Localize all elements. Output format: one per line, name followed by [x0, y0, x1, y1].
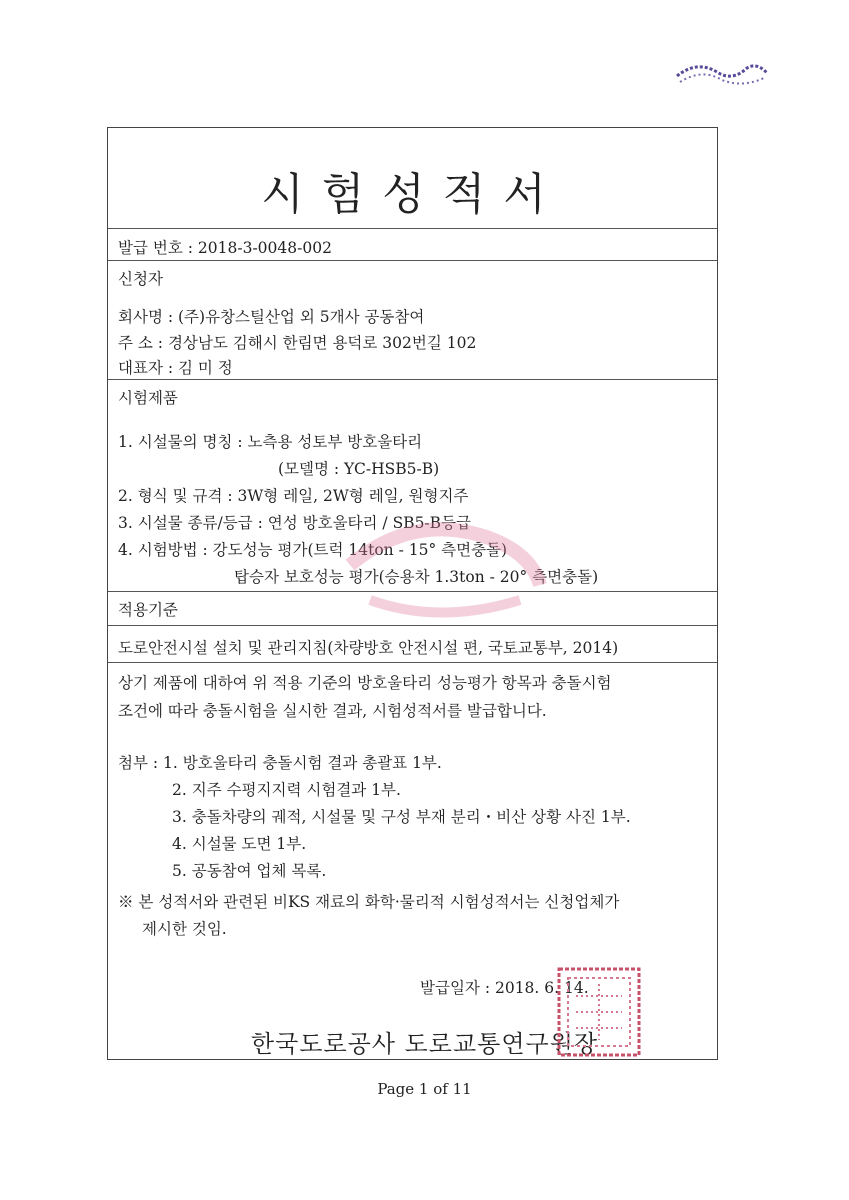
- divider: [108, 260, 717, 261]
- standard-text: 도로안전시설 설치 및 관리지침(차량방호 안전시설 편, 국토교통부, 2014): [118, 639, 619, 657]
- attachment-2: 2. 지주 수평지지력 시험결과 1부.: [172, 781, 401, 799]
- attachment-1: 첨부 : 1. 방호울타리 충돌시험 결과 총괄표 1부.: [118, 754, 442, 772]
- body-line-1: 상기 제품에 대하여 위 적용 기준의 방호울타리 성능평가 항목과 충돌시험: [118, 674, 612, 692]
- body-line-2: 조건에 따라 충돌시험을 실시한 결과, 시험성적서를 발급합니다.: [118, 702, 547, 720]
- product-type: 2. 형식 및 규격 : 3W형 레일, 2W형 레일, 원형지주: [118, 487, 469, 505]
- issue-date: 발급일자 : 2018. 6. 14.: [420, 979, 589, 997]
- product-grade: 3. 시설물 종류/등급 : 연성 방호울타리 / SB5-B등급: [118, 514, 472, 532]
- note-line-1: ※ 본 성적서와 관련된 비KS 재료의 화학·물리적 시험성적서는 신청업체가: [118, 893, 620, 911]
- attachment-3: 3. 충돌차량의 궤적, 시설물 및 구성 부재 분리・비산 상황 사진 1부.: [172, 808, 631, 826]
- page-title: 시험성적서: [261, 169, 564, 220]
- corner-stamp-logo: [672, 58, 772, 88]
- note-line-2: 제시한 것임.: [142, 920, 227, 938]
- issuer-name: 한국도로공사 도로교통연구원장: [250, 1030, 599, 1058]
- official-seal-stamp: [556, 966, 642, 1058]
- test-method-2: 탑승자 보호성능 평가(승용차 1.3ton - 20° 측면충돌): [234, 568, 599, 586]
- representative: 대표자 : 김 미 정: [118, 359, 233, 377]
- company-address: 주 소 : 경상남도 김해시 한림면 용덕로 302번길 102: [118, 334, 477, 352]
- model-name: (모델명 : YC-HSB5-B): [278, 460, 440, 478]
- product-name: 1. 시설물의 명칭 : 노측용 성토부 방호울타리: [118, 433, 423, 451]
- page-number: Page 1 of 11: [377, 1080, 472, 1098]
- issue-number: 발급 번호 : 2018-3-0048-002: [118, 239, 332, 257]
- attachment-4: 4. 시설물 도면 1부.: [172, 835, 307, 853]
- watermark-logo: [330, 505, 560, 635]
- attachment-5: 5. 공동참여 업체 목록.: [172, 862, 327, 880]
- company-name: 회사명 : (주)유창스틸산업 외 5개사 공동참여: [118, 308, 425, 326]
- divider: [108, 662, 717, 663]
- test-method: 4. 시험방법 : 강도성능 평가(트럭 14ton - 15° 측면충돌): [118, 541, 508, 559]
- divider: [108, 379, 717, 380]
- standard-heading: 적용기준: [118, 601, 178, 619]
- product-heading: 시험제품: [118, 389, 178, 407]
- divider: [108, 228, 717, 229]
- applicant-heading: 신청자: [118, 270, 163, 288]
